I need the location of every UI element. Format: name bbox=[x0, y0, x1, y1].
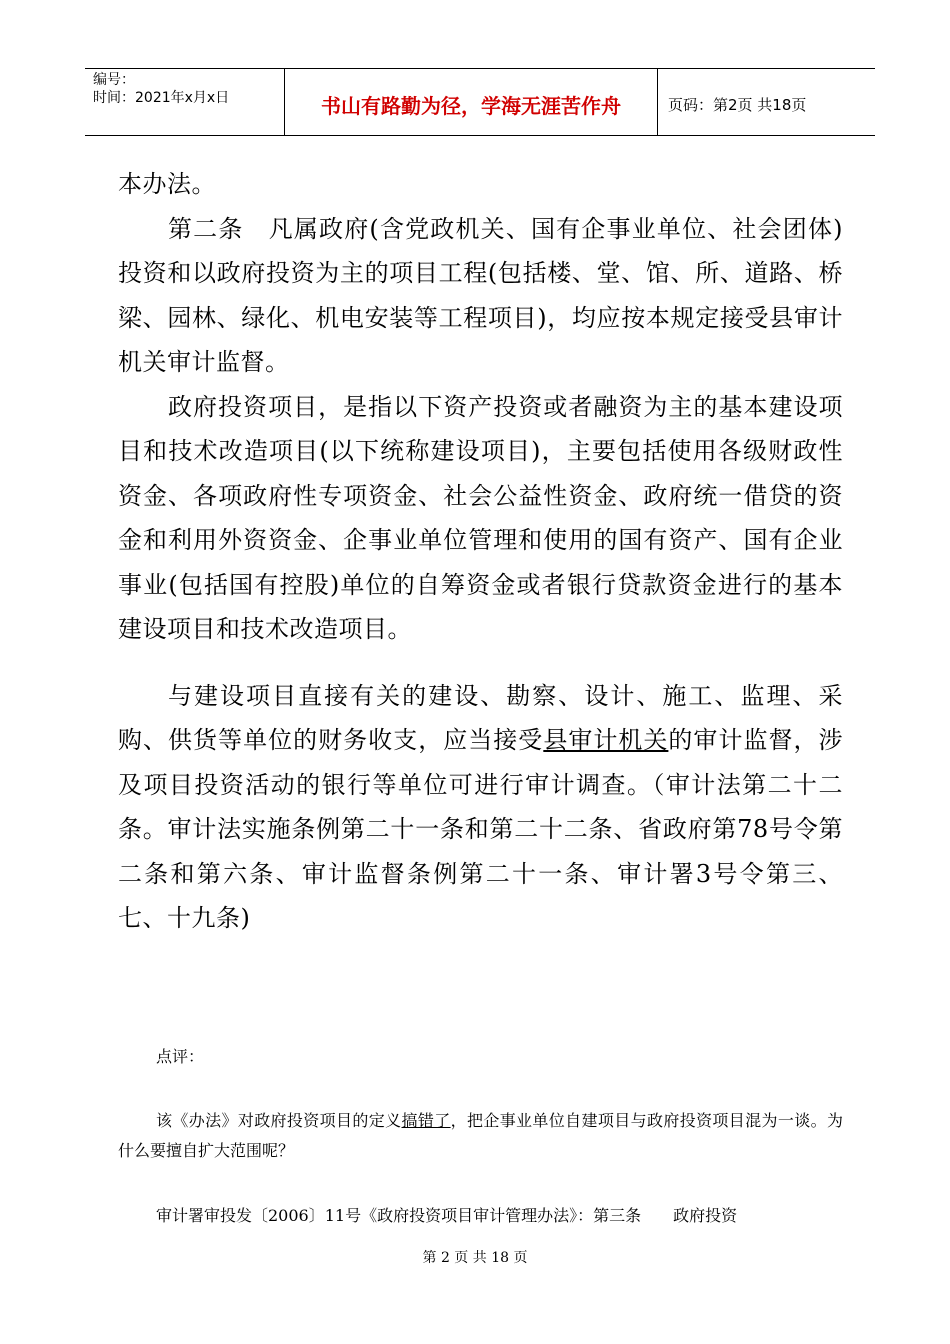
header-meta bbox=[85, 69, 285, 135]
comment-last-line bbox=[118, 1201, 843, 1231]
header-page-info: 页码：第2页 共18页 bbox=[668, 95, 807, 114]
body-paragraph-3 bbox=[118, 674, 843, 941]
paragraph-3-text-b: 的审计监督，涉及项目投资活动的银行等单位可进行审计调查。（审计法第二十二条。审计法实施条例第二十一条和第二十二条、省政府第78号令第二条和第六条、审计监督条例第二十一条、审计署3号令第三、七、十九条) bbox=[118, 726, 844, 932]
document-body bbox=[118, 162, 843, 941]
comment-last-text: 审计署审投发〔2006〕11号《政府投资项目审计管理办法》：第三条 政府投资 bbox=[156, 1206, 738, 1225]
comment-text bbox=[118, 1106, 843, 1166]
comment-underlined: 搞错了 bbox=[401, 1111, 451, 1130]
paragraph-3-text-a: 与建设项目直接有关的建设、勘察、设计、施工、监理、采购、供货等单位的财务收支，应当接受 bbox=[118, 681, 843, 754]
body-paragraph-1: 第二条 凡属政府(含党政机关、国有企事业单位、社会团体)投资和以政府投资为主的项目工程(包括楼、堂、馆、所、道路、桥梁、园林、绿化、机电安装等工程项目)，均应按本规定接受县审计机关审计监督。 bbox=[118, 214, 843, 376]
header-number: 编号： bbox=[93, 72, 135, 88]
underlined-county-audit: 县审计机关 bbox=[543, 726, 669, 754]
comment-text-b: ，把企事业单位自建项目与政府投资项目混为一谈。为什么要擅自扩大范围呢？ bbox=[118, 1111, 843, 1160]
comment-label: 点评： bbox=[156, 1047, 205, 1066]
comment-text-a: 该《办法》对政府投资项目的定义 bbox=[156, 1111, 402, 1130]
header-time: 时间：2021年x月x日 bbox=[93, 90, 230, 106]
page-header bbox=[85, 68, 875, 136]
body-paragraph-2: 政府投资项目，是指以下资产投资或者融资为主的基本建设项目和技术改造项目(以下统称建设项目)，主要包括使用各级财政性资金、各项政府性专项资金、社会公益性资金、政府统一借贷的资金和利用外资资金、企事业单位管理和使用的国有资产、国有企业事业(包括国有控股)单位的自筹资金或者银行贷款资金进行的基本建设项目和技术改造项目。 bbox=[118, 392, 843, 643]
page-footer: 第 2 页 共 18 页 bbox=[422, 1250, 528, 1266]
header-motto: 书山有路勤为径，学海无涯苦作舟 bbox=[285, 69, 658, 135]
body-paragraph-0: 本办法。 bbox=[118, 170, 216, 198]
